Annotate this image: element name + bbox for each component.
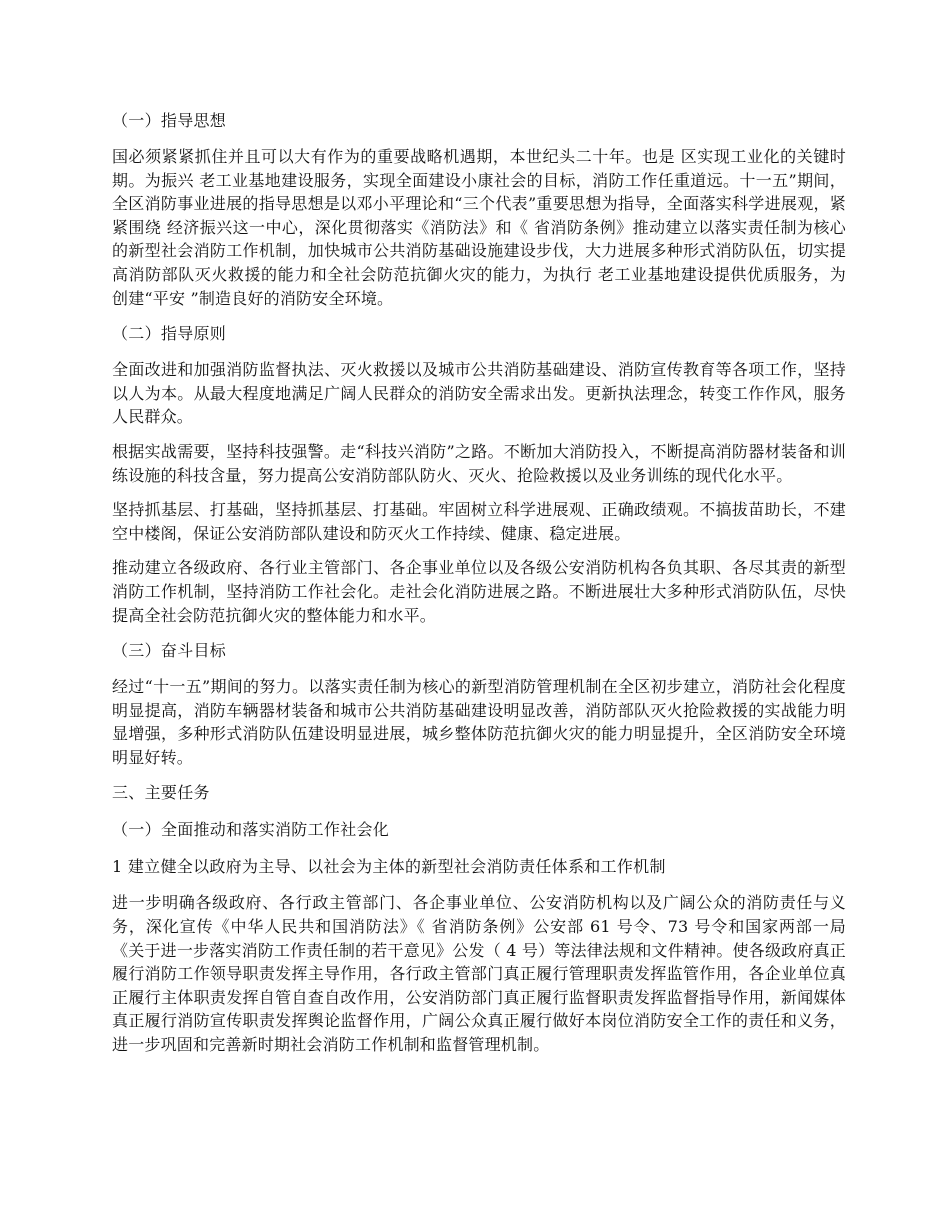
heading-task-1-1: 1 建立健全以政府为主导、以社会为主体的新型社会消防责任体系和工作机制	[112, 857, 666, 877]
paragraph-principle-1: 全面改进和加强消防监督执法、灭火救援以及城市公共消防基础建设、消防宣传教育等各项工作，坚持以人为本。从最大程度地满足广阔人民群众的消防安全需求出发。更新执法理念，转变工作作风，服务人民群众。	[112, 360, 846, 427]
heading-main-tasks: 三、主要任务	[112, 783, 210, 803]
paragraph-goals: 经过“十一五”期间的努力。以落实责任制为核心的新型消防管理机制在全区初步建立，消防社会化程度明显提高，消防车辆器材装备和城市公共消防基础建设明显改善，消防部队灭火抢险救援的实战能力明显增强，多种形式消防队伍建设明显进展，城乡整体防范抗御火灾的能力明显提升，全区消防安全环境明显好转。	[112, 677, 846, 767]
document-page	[112, 108, 846, 1068]
heading-goals: （三）奋斗目标	[112, 641, 227, 661]
heading-guiding-principles: （二）指导原则	[112, 324, 227, 344]
paragraph-task-1-1: 进一步明确各级政府、各行政主管部门、各企事业单位、公安消防机构以及广阔公众的消防责任与义务，深化宣传《中华人民共和国消防法》《 省消防条例》公安部 61 号令、73 号令和国家两部一局《关于进一步落实消防工作责任制的若干意见》公发（ 4 号）等法律法规和文件精神。使各级政府真正履行消防工作领导职责发挥主导作用，各行政主管部门真正履行管理职责发挥监管作用，各企业单位真正履行主体职责发挥自管自查自改作用，公安消防部门真正履行监督职责发挥监督指导作用，新闻媒体真正履行消防宣传职责发挥舆论监督作用，广阔公众真正履行做好本岗位消防安全工作的责任和义务，进一步巩固和完善新时期社会消防工作机制和监督管理机制。	[112, 893, 846, 1055]
paragraph-principle-4: 推动建立各级政府、各行业主管部门、各企事业单位以及各级公安消防机构各负其职、各尽其责的新型消防工作机制，坚持消防工作社会化。走社会化消防进展之路。不断进展壮大多种形式消防队伍，尽快提高全社会防范抗御火灾的整体能力和水平。	[112, 558, 846, 625]
heading-task-1: （一）全面推动和落实消防工作社会化	[112, 820, 390, 840]
paragraph-guiding-thought: 国必须紧紧抓住并且可以大有作为的重要战略机遇期，本世纪头二十年。也是 区实现工业化的关键时期。为振兴 老工业基地建设服务，实现全面建设小康社会的目标，消防工作任重道远。十一五”期间，全区消防事业进展的指导思想是以邓小平理论和“三个代表”重要思想为指导，全面落实科学进展观，紧紧围绕 经济振兴这一中心，深化贯彻落实《消防法》和《 省消防条例》推动建立以落实责任制为核心的新型社会消防工作机制，加快城市公共消防基础设施建设步伐，大力进展多种形式消防队伍，切实提高消防部队灭火救援的能力和全社会防范抗御火灾的能力，为执行 老工业基地建设提供优质服务，为创建“平安 ”制造良好的消防安全环境。	[112, 147, 846, 308]
paragraph-principle-2: 根据实战需要，坚持科技强警。走“科技兴消防”之路。不断加大消防投入，不断提高消防器材装备和训练设施的科技含量，努力提高公安消防部队防火、灭火、抢险救援以及业务训练的现代化水平。	[112, 441, 846, 485]
paragraph-principle-3: 坚持抓基层、打基础，坚持抓基层、打基础。牢固树立科学进展观、正确政绩观。不搞拔苗助长，不建空中楼阁，保证公安消防部队建设和防灭火工作持续、健康、稳定进展。	[112, 500, 846, 543]
heading-guiding-thought: （一）指导思想	[112, 111, 227, 130]
